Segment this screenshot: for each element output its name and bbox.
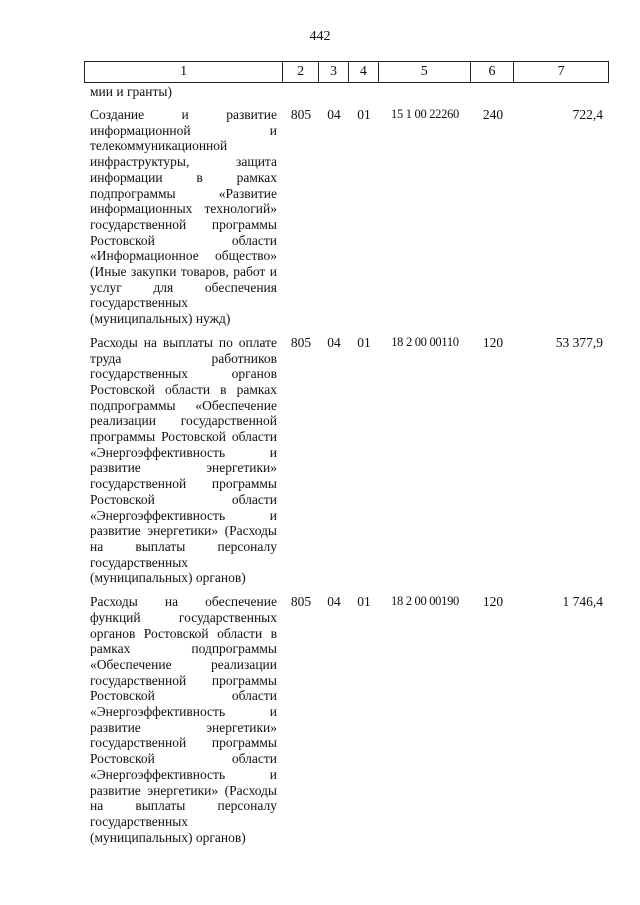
carryover-text: мии и гранты): [90, 84, 172, 99]
header-col-3: 3: [319, 62, 349, 82]
header-col-1: 1: [85, 62, 283, 82]
row-target-article: 15 1 00 22260: [391, 107, 459, 121]
header-col-5: 5: [379, 62, 471, 82]
row-expense-type: 240: [482, 107, 504, 122]
row-target-article: 18 2 00 00190: [391, 594, 459, 609]
row-amount: 722,4: [572, 107, 603, 122]
row-description: Создание и развитие информационной и телекоммуникационной инфраструктуры, защита информации в рамках подпрограммы «Развитие информационных технологий» государственной программы Ростовской области «Информационное общество» (Иные закупки товаров, работ и услуг для обеспечения государственных (муниципальных) нужд): [90, 107, 277, 327]
row-description: Расходы на выплаты по оплате труда работников государственных органов Ростовской области в рамках подпрограммы «Обеспечение реализации государственной программы Ростовской области «Энергоэффективность и развитие энергетики» государственной программы Ростовской области «Энергоэффективность и развитие энергетики» (Расходы на выплаты персоналу государственных (муниципальных) органов): [90, 334, 277, 586]
row-section: 04: [327, 107, 341, 122]
row-subsection: 01: [357, 107, 371, 122]
row-ministry-code: 805: [290, 107, 312, 122]
row-subsection: 01: [357, 334, 371, 350]
table-row: [84, 107, 609, 327]
row-expense-type: 120: [482, 594, 504, 610]
row-description: Расходы на обеспечение функций государственных органов Ростовской области в рамках подпрограммы «Обеспечение реализации государственной программы Ростовской области «Энергоэффективность и развитие энергетики» государственной программы Ростовской области «Энергоэффективность и развитие энергетики» (Расходы на выплаты персоналу государственных (муниципальных) органов): [90, 594, 277, 845]
row-expense-type: 120: [482, 334, 504, 350]
header-col-2: 2: [283, 62, 319, 82]
table-header: [84, 61, 609, 83]
row-ministry-code: 805: [290, 334, 312, 350]
row-section: 04: [327, 594, 341, 610]
header-col-6: 6: [471, 62, 515, 82]
table-row: [84, 335, 609, 586]
row-amount: 53 377,9: [555, 334, 603, 350]
row-section: 04: [327, 334, 341, 350]
page-number: 442: [309, 29, 331, 44]
row-amount: 1 746,4: [562, 594, 603, 610]
row-ministry-code: 805: [290, 594, 312, 610]
header-col-4: 4: [349, 62, 379, 82]
row-subsection: 01: [357, 594, 371, 610]
header-col-7: 7: [557, 64, 565, 79]
table-row: [84, 594, 609, 845]
row-target-article: 18 2 00 00110: [391, 334, 459, 349]
table-body: [84, 84, 609, 845]
